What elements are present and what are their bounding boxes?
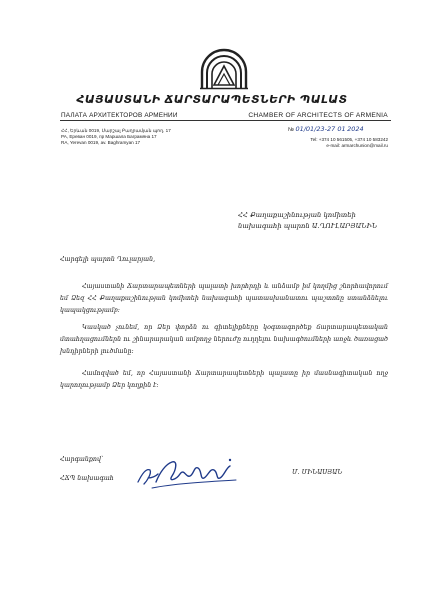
recipient-line-2: նախագահի պարոն Ա.ՂՈՒԼԱՐՅԱՆԻՆ bbox=[238, 222, 378, 230]
header-divider bbox=[60, 120, 391, 121]
greeting: Հարգելի պարոն Ղուլարյան, bbox=[60, 256, 156, 263]
letter-number-value: 01/01/23-27 01 bbox=[295, 125, 346, 133]
recipient-line-1: ՀՀ Քաղաքաշինության կոմիտեի bbox=[238, 211, 356, 219]
telephone: Tel: +374 10 561505, +374 10 583242 bbox=[310, 137, 388, 142]
letter-year: 2024 bbox=[347, 125, 364, 133]
letter-number-prefix: № bbox=[288, 127, 294, 133]
closing-respect: Հարգանքով՝ bbox=[60, 456, 104, 463]
paragraph-3: Համոզված եմ, որ Հայաստանի Ճարտարապետների պալատը իր մասնագիտական ողջ կարողությամբ Ձեր կողքին է: bbox=[60, 370, 388, 389]
email: e-mail: armarchunion@mail.ru bbox=[326, 143, 388, 148]
address-hy: ՀՀ, Երևան 0019, Մարշալ Բաղրամյան պող. 17 bbox=[61, 128, 171, 133]
recipient-block bbox=[238, 210, 377, 232]
paragraph-1: Հայաստանի Ճարտարապետների պալատի խորհրդի և անձամբ իմ կողմից շնորհավորում եմ Ձեզ ՀՀ Քաղաքաշինության կոմիտեի նախագահի պատասխանատու պաշտոնը ստանձնելու կապակցությամբ: bbox=[60, 283, 388, 314]
org-name-ru: ПАЛАТА АРХИТЕКТОРОВ АРМЕНИИ bbox=[61, 112, 178, 119]
signer-name: Մ. ՄԻՆԱՍՅԱՆ bbox=[292, 469, 343, 476]
signer-position: ՀՃՊ նախագահ bbox=[60, 475, 114, 482]
address-en: RA, Yerevan 0019, av. Baghramyan 17 bbox=[61, 140, 141, 145]
handwritten-signature bbox=[132, 452, 244, 494]
letter-number bbox=[288, 125, 364, 133]
org-title: ՀԱՅԱՍՏԱՆԻ ՃԱՐՏԱՐԱՊԵՏՆԵՐԻ ՊԱԼԱՏ bbox=[76, 93, 348, 106]
org-name-en: CHAMBER OF ARCHITECTS OF ARMENIA bbox=[248, 112, 388, 119]
signature-left bbox=[60, 450, 114, 488]
address-ru: РА, Ереван 0019, пр Маршала Баграмяна 17 bbox=[61, 134, 157, 139]
architect-logo-icon bbox=[196, 44, 252, 90]
paragraph-2: Կասկած չունեմ, որ Ձեր փորձն ու գիտելիքները կօգտագործեք ճարտարապետական մտահղացումներն ու շինարարական ամբողջ ներուժը ուղղելու նախագծումների առջև ծառացած խնդիրների լուծմանը: bbox=[60, 324, 388, 355]
